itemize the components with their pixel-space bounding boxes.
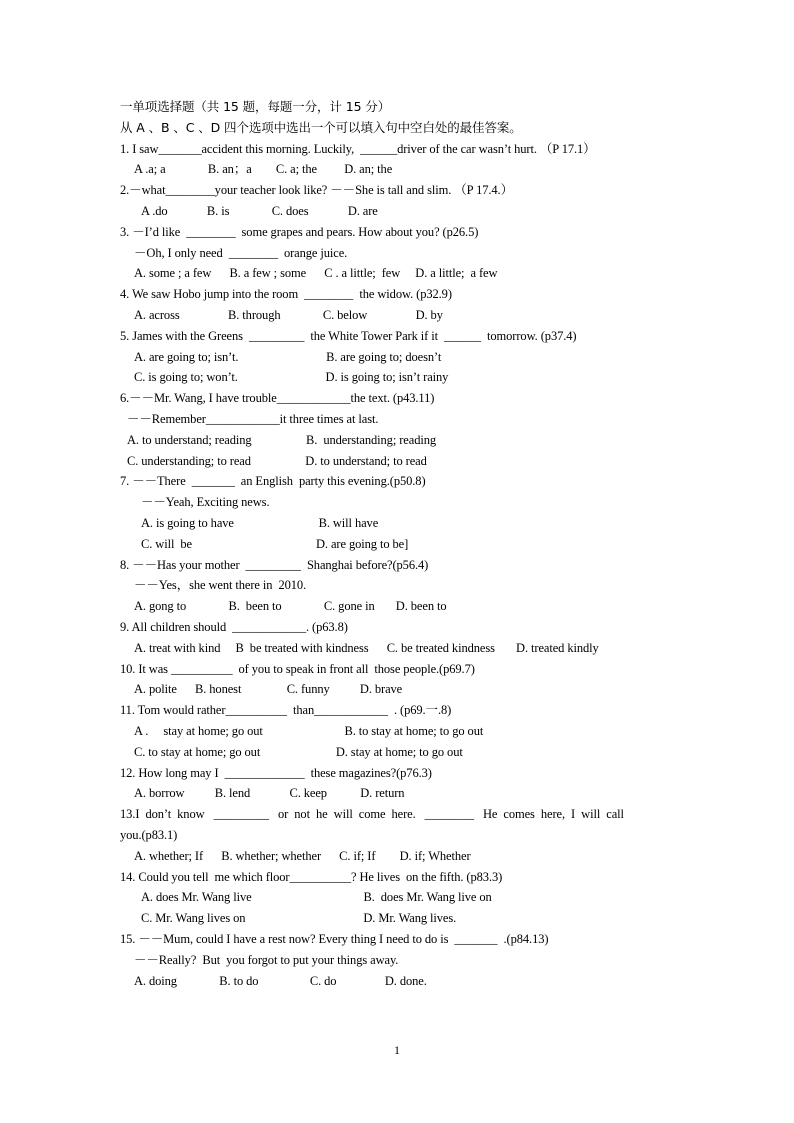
question-14-options-ab: A. does Mr. Wang live B. does Mr. Wang live on: [141, 890, 492, 904]
question-15: 15. －－Mum, could I have a rest now? Every thing I need to do is _______ .(p84.13): [120, 932, 549, 946]
question-14-options-cd: C. Mr. Wang lives on D. Mr. Wang lives.: [141, 911, 457, 925]
question-7-options-cd: C. will be D. are going to be]: [141, 537, 409, 551]
question-11-options-cd: C. to stay at home; go out D. stay at home; to go out: [134, 745, 463, 759]
question-12-options: A. borrow B. lend C. keep D. return: [134, 786, 405, 800]
question-3-options: A. some ; a few B. a few ; some C . a little; few D. a little; a few: [134, 266, 498, 280]
question-4: 4. We saw Hobo jump into the room ________ the widow. (p32.9): [120, 287, 452, 301]
question-3-line-2: －Oh, I only need ________ orange juice.: [134, 246, 348, 260]
question-1: 1. I saw_______accident this morning. Luckily, ______driver of the car wasn’t hurt. （P 17.1）: [120, 142, 596, 156]
question-2: 2.－what________your teacher look like? －－She is tall and slim. （P 17.4.）: [120, 183, 513, 197]
question-8: 8. －－Has your mother _________ Shanghai before?(p56.4): [120, 558, 429, 572]
question-3: 3. －I’d like ________ some grapes and pears. How about you? (p26.5): [120, 225, 479, 239]
page-number: 1: [394, 1043, 400, 1057]
question-15-options: A. doing B. to do C. do D. done.: [134, 974, 427, 988]
question-7: 7. －－There _______ an English party this evening.(p50.8): [120, 474, 426, 488]
question-5: 5. James with the Greens _________ the White Tower Park if it ______ tomorrow. (p37.4): [120, 329, 577, 343]
question-15-line-2: －－Really? But you forgot to put your things away.: [134, 953, 399, 967]
question-10-options: A. polite B. honest C. funny D. brave: [134, 682, 403, 696]
question-11: 11. Tom would rather__________ than____________ . (p69.一.8): [120, 703, 452, 717]
question-5-options-cd: C. is going to; won’t. D. is going to; isn’t rainy: [134, 370, 449, 384]
instruction-text: 从 A 、B 、C 、D 四个选项中选出一个可以填入句中空白处的最佳答案。: [120, 120, 522, 135]
question-9-options: A. treat with kind B be treated with kindness C. be treated kindness D. treated kindly: [134, 641, 599, 655]
question-1-options: A .a; a B. an；a C. a; the D. an; the: [134, 162, 393, 176]
question-2-options: A .do B. is C. does D. are: [141, 204, 378, 218]
question-5-options-ab: A. are going to; isn’t. B. are going to; doesn’t: [134, 350, 442, 364]
question-13-line-2: you.(p83.1): [120, 828, 178, 842]
question-9: 9. All children should ____________. (p63.8): [120, 620, 348, 634]
question-6-options-ab: A. to understand; reading B. understanding; reading: [127, 433, 437, 447]
question-13: 13.I don’t know _________ or not he will come here. ________ He comes here, I will call: [120, 807, 624, 821]
question-6-options-cd: C. understanding; to read D. to understand; to read: [127, 454, 427, 468]
section-title: 一单项选择题（共 15 题，每题一分，计 15 分）: [120, 99, 391, 114]
question-11-options-ab: A . stay at home; go out B. to stay at home; to go out: [134, 724, 484, 738]
question-12: 12. How long may I _____________ these magazines?(p76.3): [120, 766, 432, 780]
question-7-line-2: －－Yeah, Exciting news.: [141, 495, 270, 509]
question-6: 6.－－Mr. Wang, I have trouble____________the text. (p43.11): [120, 391, 435, 405]
question-8-line-2: －－Yes，she went there in 2010.: [134, 578, 307, 592]
question-14: 14. Could you tell me which floor__________? He lives on the fifth. (p83.3): [120, 870, 503, 884]
question-10: 10. It was __________ of you to speak in front all those people.(p69.7): [120, 662, 475, 676]
question-6-line-2: －－Remember____________it three times at last.: [127, 412, 379, 426]
question-8-options: A. gong to B. been to C. gone in D. been to: [134, 599, 447, 613]
question-7-options-ab: A. is going to have B. will have: [141, 516, 379, 530]
question-13-options: A. whether; If B. whether; whether C. if; If D. if; Whether: [134, 849, 471, 863]
question-4-options: A. across B. through C. below D. by: [134, 308, 443, 322]
